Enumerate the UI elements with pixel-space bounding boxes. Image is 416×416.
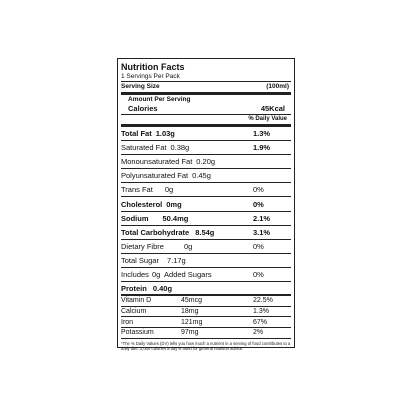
nutrient-row-total-carbohydrate <box>121 226 291 240</box>
vitamin-row-iron <box>121 317 291 328</box>
vitamin-name: Vitamin D <box>121 297 152 305</box>
vitamin-row-vitamin-d <box>121 296 291 307</box>
nutrient-row-cholesterol <box>121 197 291 211</box>
nutrient-dv: 3.1% <box>253 227 271 237</box>
vitamin-dv: 67% <box>253 318 268 326</box>
nutrient-dv: 1.3% <box>253 129 271 139</box>
serving-size-row <box>121 81 291 95</box>
nutrient-name: Polyunsaturated Fat <box>121 171 189 181</box>
nutrient-amount: 1.03g <box>155 129 175 139</box>
nutrient-name: Monounsaturated Fat <box>121 157 193 167</box>
nutrient-dv: 0% <box>253 199 264 209</box>
calories-value: 45Kcal <box>260 104 285 113</box>
nutrition-title: Nutrition Facts <box>121 62 185 72</box>
nutrient-dv: 1.9% <box>253 143 271 153</box>
nutrient-amount: 8.54g <box>195 227 215 237</box>
nutrient-row-saturated-fat <box>121 141 291 155</box>
nutrient-amount: 50.4mg <box>162 213 189 223</box>
vitamin-amount: 18mg <box>181 308 199 316</box>
nutrition-facts-panel <box>117 58 295 352</box>
nutrient-row-added-sugars <box>121 268 291 282</box>
nutrient-row-sodium <box>121 212 291 226</box>
nutrient-amount: 0.38g <box>170 143 190 153</box>
vitamin-row-potassium <box>121 328 291 339</box>
vitamin-dv: 1.3% <box>253 308 269 316</box>
serving-size-value: (100ml) <box>266 83 289 90</box>
vitamin-amount: 121mg <box>181 318 203 326</box>
nutrient-amount: 7.17g <box>166 255 186 265</box>
serving-size-label: Serving Size <box>121 83 160 90</box>
nutrient-row-total-fat <box>121 127 291 141</box>
nutrient-name: Total Sugar <box>121 255 159 265</box>
vitamin-name: Potassium <box>121 329 154 337</box>
nutrient-name: Total Carbohydrate <box>121 227 190 237</box>
nutrient-row-total-sugar <box>121 254 291 268</box>
nutrient-name: Protein <box>121 283 147 293</box>
servings-per-pack: 1 Servings Per Pack <box>121 73 180 80</box>
nutrient-row-trans-fat <box>121 183 291 197</box>
nutrient-name: Trans Fat <box>121 185 153 195</box>
nutrient-amount: 0.45g <box>192 171 211 181</box>
vitamin-amount: 45mcg <box>181 297 203 305</box>
nutrient-row-dietary-fibre <box>121 240 291 254</box>
amount-per-serving: Amount Per Serving <box>128 96 191 103</box>
nutrient-dv: 2.1% <box>253 213 271 223</box>
vitamin-amount: 97mg <box>181 329 199 337</box>
nutrient-dv: 0% <box>253 269 264 279</box>
vitamin-name: Calcium <box>121 308 147 316</box>
nutrient-amount: 0g <box>164 185 174 195</box>
nutrient-name: Sodium <box>121 213 149 223</box>
nutrient-row-protein <box>121 282 291 296</box>
calories-label: Calories <box>128 104 158 113</box>
calories-row <box>121 104 291 114</box>
nutrient-row-polyunsaturated-fat <box>121 169 291 183</box>
nutrient-name: Includes <box>121 269 149 279</box>
vitamin-dv: 22.5% <box>253 297 273 305</box>
nutrient-name: Saturated Fat <box>121 143 167 153</box>
nutrient-amount: 0mg <box>166 199 182 209</box>
nutrient-name: Total Fat <box>121 129 152 139</box>
vitamin-name: Iron <box>121 318 134 326</box>
vitamin-dv: 2% <box>253 329 264 337</box>
nutrient-amount: 0.20g <box>196 157 216 167</box>
nutrient-name: Cholesterol <box>121 199 163 209</box>
daily-value-header: % Daily Value <box>121 114 291 127</box>
nutrient-amount: 0g Added Sugars <box>151 269 212 279</box>
daily-value-footnote: *The % Daily Values (DV) tells you how much a nutrient in a serving of food contributes to a daily diet. 2,000 calories a day is used for general nutrition advice. <box>121 340 291 352</box>
nutrient-dv: 0% <box>253 241 264 251</box>
nutrient-amount: 0g <box>183 241 193 251</box>
nutrient-row-monounsaturated-fat <box>121 155 291 169</box>
nutrient-dv: 0% <box>253 185 264 195</box>
nutrient-amount: 0.40g <box>152 283 173 293</box>
nutrient-name: Dietary Fibre <box>121 241 164 251</box>
vitamin-row-calcium <box>121 307 291 318</box>
